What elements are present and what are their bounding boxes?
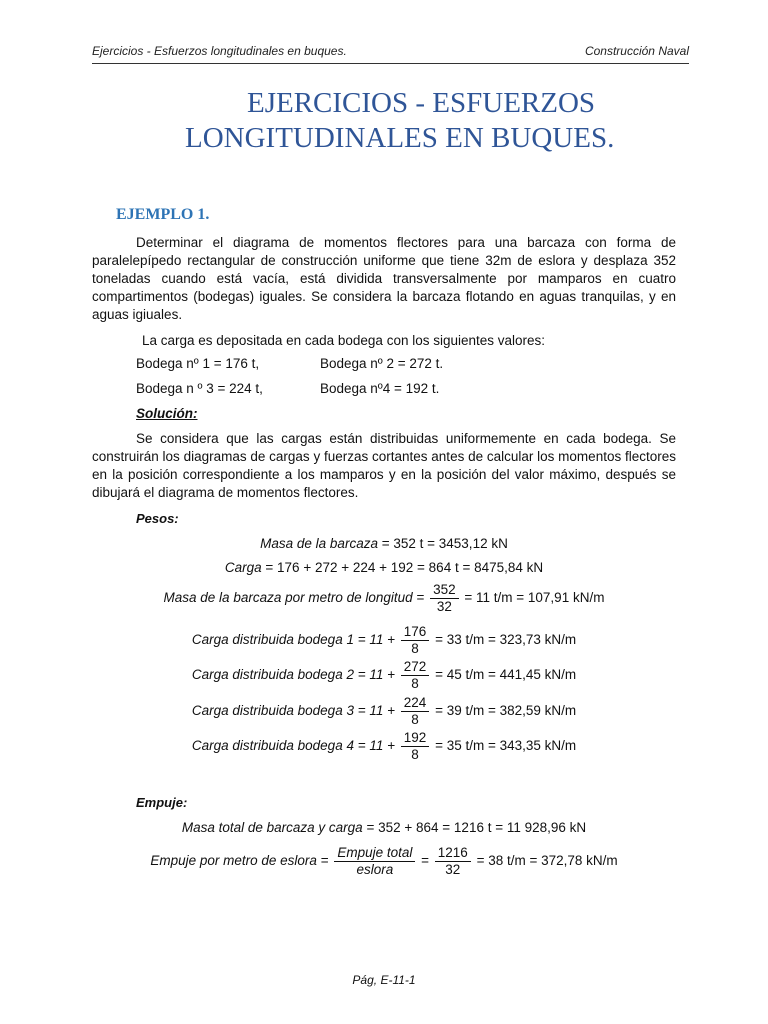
header-divider bbox=[92, 63, 689, 64]
equation-bodega-3 bbox=[92, 695, 676, 728]
fraction-numerator: 192 bbox=[401, 730, 430, 747]
fraction bbox=[401, 730, 430, 763]
fraction-numerator: 352 bbox=[430, 582, 459, 599]
empuje-label: Empuje: bbox=[136, 795, 188, 810]
eq-rhs: = 35 t/m = 343,35 kN/m bbox=[435, 738, 577, 754]
eq-rhs: = 352 t = 3453,12 kN bbox=[381, 536, 508, 551]
fraction-numerator: 224 bbox=[401, 695, 430, 712]
fraction bbox=[430, 582, 459, 615]
fraction-denominator: 8 bbox=[411, 712, 419, 727]
eq-lhs: Carga distribuida bodega 2 = 11 + bbox=[191, 667, 395, 683]
fraction bbox=[401, 695, 430, 728]
fraction-numerator: Empuje total bbox=[334, 845, 415, 862]
eq-lhs: Carga bbox=[224, 560, 262, 575]
eq-rhs: = 38 t/m = 372,78 kN/m bbox=[476, 853, 618, 869]
eq-lhs: Masa de la barcaza bbox=[260, 536, 378, 551]
fraction-numerator: 176 bbox=[401, 624, 430, 641]
title-line-2: LONGITUDINALES EN BUQUES. bbox=[185, 122, 615, 154]
eq-lhs: Empuje por metro de eslora bbox=[150, 853, 317, 869]
example-heading: EJEMPLO 1. bbox=[116, 206, 210, 223]
solution-label: Solución: bbox=[136, 406, 198, 421]
fraction bbox=[401, 624, 430, 657]
title-line-1: EJERCICIOS - ESFUERZOS bbox=[247, 87, 596, 119]
equation-masa-total bbox=[92, 819, 676, 837]
example-statement: Determinar el diagrama de momentos flectores para una barcaza con forma de paralelepípedo rectangular de construcción uniforme que tiene 32m de eslora y desplaza 352 toneladas cuando está vacía, está dividida transversalmente por mamparos en cuatro compartimentos (bodegas) iguales. Se considera la barcaza flotando en aguas tranquilas, y en aguas igiuales. bbox=[92, 235, 676, 322]
eq-lhs: Masa total de barcaza y carga bbox=[181, 820, 363, 835]
fraction-denominator: 32 bbox=[436, 599, 452, 614]
document-title bbox=[185, 86, 725, 156]
hold-2-load: Bodega nº 2 = 272 t. bbox=[320, 356, 444, 371]
eq-rhs: = 352 + 864 = 1216 t = 11 928,96 kN bbox=[366, 820, 587, 835]
eq-rhs: = 33 t/m = 323,73 kN/m bbox=[435, 632, 577, 648]
hold-1-load: Bodega nº 1 = 176 t, bbox=[136, 356, 260, 371]
fraction-denominator: 8 bbox=[411, 747, 419, 762]
solution-text: Se considera que las cargas están distribuidas uniformemente en cada bodega. Se construirán los diagramas de cargas y fuerzas cortantes antes de calcular los momentos flectores en la posición correspondiente a los mamparos y en la posición del valor máximo, después se dibujará el diagrama de momentos flectores. bbox=[92, 431, 676, 500]
fraction-denominator: 32 bbox=[445, 862, 461, 877]
fraction-denominator: eslora bbox=[356, 862, 394, 877]
hold-3-load: Bodega n º 3 = 224 t, bbox=[136, 381, 263, 396]
page-number: Pág, E-11-1 bbox=[352, 973, 416, 987]
equation-bodega-4 bbox=[92, 730, 676, 763]
equation-carga bbox=[92, 559, 676, 577]
equation-masa-barcaza bbox=[92, 535, 676, 553]
eq-rhs: = 45 t/m = 441,45 kN/m bbox=[435, 667, 577, 683]
equation-empuje-por-metro: Empuje por metro de eslora = $\frac{\text{Empuje total}}{\text{eslora}}$ = $\frac{1216}{32}$ = 38 t/m = 372,78 kN/m bbox=[150, 845, 618, 877]
eq-rhs: = 39 t/m = 382,59 kN/m bbox=[435, 703, 577, 719]
fraction-numerator: 272 bbox=[401, 659, 430, 676]
eq-rhs: = 176 + 272 + 224 + 192 = 864 t = 8475,84 kN bbox=[265, 560, 544, 575]
header-left-text: Ejercicios - Esfuerzos longitudinales en buques. bbox=[92, 44, 347, 58]
fraction bbox=[435, 845, 471, 878]
equation-bodega-1 bbox=[92, 624, 676, 657]
eq-lhs: Masa de la barcaza por metro de longitud bbox=[163, 590, 413, 606]
pesos-label: Pesos: bbox=[136, 511, 179, 526]
fraction-denominator: 8 bbox=[411, 676, 419, 691]
fraction bbox=[401, 659, 430, 692]
fraction-numerator: 1216 bbox=[435, 845, 471, 862]
eq-lhs: Carga distribuida bodega 4 = 11 + bbox=[191, 738, 395, 754]
eq-lhs: Carga distribuida bodega 1 = 11 + bbox=[191, 632, 395, 648]
eq-lhs: Carga distribuida bodega 3 = 11 + bbox=[191, 703, 395, 719]
eq-rhs: = 11 t/m = 107,91 kN/m bbox=[464, 590, 605, 606]
header-right-text: Construcción Naval bbox=[584, 44, 689, 58]
hold-4-load: Bodega nº4 = 192 t. bbox=[320, 381, 440, 396]
fraction-denominator: 8 bbox=[411, 641, 419, 656]
load-intro: La carga es depositada en cada bodega con los siguientes valores: bbox=[142, 333, 546, 348]
equation-bodega-2 bbox=[92, 659, 676, 692]
equation-masa-por-metro: Masa de la barcaza por metro de longitud = $\frac{352}{32}$ = 11 t/m = 107,91 kN/m bbox=[163, 582, 605, 614]
fraction bbox=[334, 845, 415, 878]
